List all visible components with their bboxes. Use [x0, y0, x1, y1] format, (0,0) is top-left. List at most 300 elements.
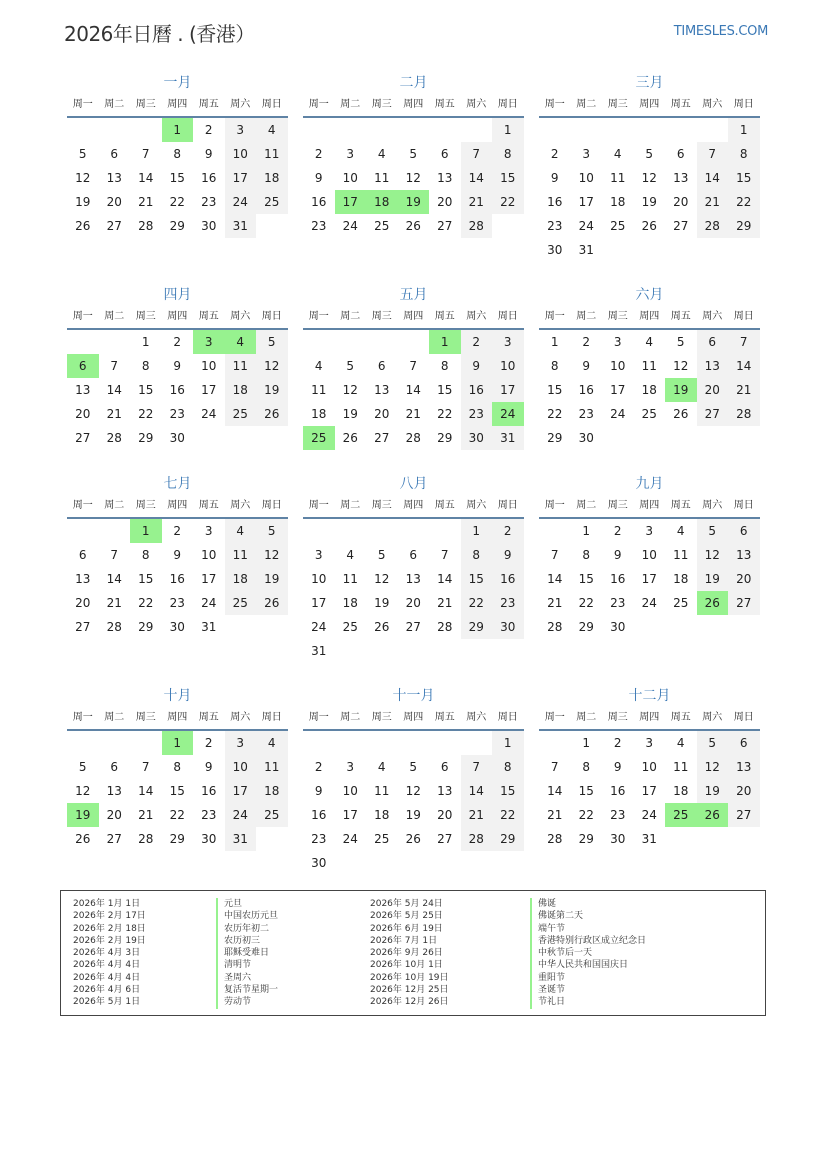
- day-cell: 7: [141, 147, 150, 161]
- holiday-day-cell: 26: [697, 803, 729, 827]
- weekday-label: 周四: [403, 712, 424, 723]
- day-cell: 23: [492, 591, 524, 615]
- day-cell: 31: [641, 832, 657, 846]
- day-cell: 25: [673, 596, 689, 610]
- day-cell: 9: [461, 354, 493, 378]
- day-cell: 7: [141, 760, 150, 774]
- empty-cell: [130, 118, 162, 142]
- day-cell: 21: [461, 803, 493, 827]
- legend-date: 2026年 12月 26日: [370, 997, 449, 1008]
- day-cell: 30: [311, 856, 327, 870]
- day-cell: 5: [409, 760, 418, 774]
- legend-date: 2026年 10月 1日: [370, 960, 443, 971]
- day-cell: 5: [697, 731, 729, 755]
- day-cell: 27: [697, 402, 729, 426]
- empty-cell: [366, 118, 398, 142]
- holiday-day-cell: 19: [398, 190, 430, 214]
- day-cell: 25: [256, 190, 288, 214]
- day-cell: 18: [374, 808, 390, 822]
- empty-cell: [398, 118, 430, 142]
- day-cell: 15: [461, 567, 493, 591]
- day-cell: 15: [492, 166, 524, 190]
- day-cell: 2: [550, 147, 559, 161]
- weekday-label: 周日: [733, 500, 754, 511]
- day-cell: 12: [75, 171, 91, 185]
- day-cell: 10: [342, 784, 358, 798]
- weekday-label: 周二: [104, 99, 125, 110]
- day-cell: 29: [492, 827, 524, 851]
- weekday-label: 周五: [434, 500, 455, 511]
- day-grid: [539, 731, 760, 851]
- month-block: [67, 685, 288, 851]
- day-cell: 30: [201, 219, 217, 233]
- weekday-label: 周三: [135, 311, 156, 322]
- day-cell: 3: [314, 548, 323, 562]
- day-grid: [67, 330, 288, 450]
- day-grid: [303, 330, 524, 450]
- weekday-label: 周三: [135, 500, 156, 511]
- weekday-label: 周二: [104, 311, 125, 322]
- day-cell: 6: [697, 330, 729, 354]
- day-cell: 7: [550, 548, 559, 562]
- day-cell: 8: [492, 755, 524, 779]
- day-cell: 31: [225, 827, 257, 851]
- legend-holiday-name: 农历年初二: [216, 923, 278, 935]
- weekday-header: [303, 495, 524, 519]
- day-cell: 29: [169, 219, 185, 233]
- day-cell: 16: [610, 572, 626, 586]
- holiday-day-cell: 25: [665, 803, 697, 827]
- day-cell: 9: [613, 548, 622, 562]
- day-cell: 28: [138, 832, 154, 846]
- empty-cell: [634, 118, 666, 142]
- day-grid: [303, 519, 524, 663]
- day-cell: 23: [610, 808, 626, 822]
- empty-cell: [602, 118, 634, 142]
- month-name: 一月: [163, 75, 192, 91]
- holiday-day-cell: 6: [67, 354, 99, 378]
- empty-cell: [130, 731, 162, 755]
- day-cell: 19: [374, 596, 390, 610]
- legend-holiday-name: 圣诞节: [530, 984, 646, 996]
- day-cell: 11: [641, 359, 657, 373]
- legend-date: 2026年 4月 3日: [73, 948, 141, 959]
- day-cell: 21: [405, 407, 421, 421]
- day-cell: 26: [256, 402, 288, 426]
- weekday-label: 周二: [104, 712, 125, 723]
- day-cell: 30: [610, 832, 626, 846]
- day-cell: 16: [492, 567, 524, 591]
- day-cell: 11: [374, 171, 390, 185]
- day-cell: 9: [582, 359, 591, 373]
- day-cell: 7: [409, 359, 418, 373]
- day-cell: 11: [225, 543, 257, 567]
- legend-date: 2026年 4月 6日: [73, 985, 141, 996]
- day-cell: 25: [374, 219, 390, 233]
- day-cell: 5: [78, 760, 87, 774]
- month-name: 十月: [163, 688, 192, 704]
- empty-cell: [99, 731, 131, 755]
- day-cell: 5: [697, 519, 729, 543]
- day-cell: 30: [169, 431, 185, 445]
- day-cell: 22: [547, 407, 563, 421]
- weekday-label: 周五: [198, 500, 219, 511]
- day-cell: 4: [225, 519, 257, 543]
- day-cell: 26: [641, 219, 657, 233]
- weekday-label: 周三: [371, 99, 392, 110]
- day-cell: 2: [461, 330, 493, 354]
- day-cell: 26: [405, 832, 421, 846]
- weekday-header: [539, 495, 760, 519]
- day-cell: 5: [78, 147, 87, 161]
- weekday-label: 周二: [340, 311, 361, 322]
- weekday-label: 周五: [198, 311, 219, 322]
- weekday-label: 周三: [607, 712, 628, 723]
- weekday-label: 周日: [261, 712, 282, 723]
- day-cell: 19: [641, 195, 657, 209]
- day-cell: 25: [610, 219, 626, 233]
- day-cell: 12: [342, 383, 358, 397]
- day-cell: 16: [201, 171, 217, 185]
- day-cell: 2: [204, 123, 213, 137]
- day-cell: 29: [578, 620, 594, 634]
- empty-cell: [366, 731, 398, 755]
- legend-holiday-name: 复活节星期一: [216, 984, 278, 996]
- day-cell: 9: [173, 359, 182, 373]
- weekday-label: 周五: [670, 311, 691, 322]
- day-cell: 16: [169, 383, 185, 397]
- day-cell: 12: [256, 354, 288, 378]
- day-cell: 10: [610, 359, 626, 373]
- day-cell: 10: [641, 760, 657, 774]
- legend-left-dates: [73, 898, 146, 1009]
- day-cell: 25: [374, 832, 390, 846]
- weekday-header: [67, 306, 288, 330]
- day-cell: 2: [492, 519, 524, 543]
- day-cell: 2: [173, 335, 182, 349]
- day-cell: 22: [138, 596, 154, 610]
- weekday-label: 周五: [198, 712, 219, 723]
- day-cell: 28: [106, 620, 122, 634]
- day-cell: 21: [547, 808, 563, 822]
- day-cell: 27: [75, 620, 91, 634]
- day-cell: 8: [173, 760, 182, 774]
- legend-date: 2026年 5月 1日: [73, 997, 141, 1008]
- day-cell: 6: [440, 760, 449, 774]
- day-grid: [539, 330, 760, 450]
- day-cell: 24: [311, 620, 327, 634]
- weekday-label: 周六: [230, 99, 251, 110]
- weekday-label: 周日: [497, 311, 518, 322]
- weekday-label: 周一: [72, 712, 93, 723]
- day-cell: 30: [547, 243, 563, 257]
- day-cell: 17: [342, 808, 358, 822]
- month-block: [303, 284, 524, 450]
- day-cell: 28: [461, 214, 493, 238]
- day-cell: 13: [728, 543, 760, 567]
- weekday-label: 周三: [607, 500, 628, 511]
- month-block: [539, 685, 760, 851]
- day-cell: 29: [728, 214, 760, 238]
- day-cell: 20: [673, 195, 689, 209]
- day-cell: 26: [256, 591, 288, 615]
- day-cell: 21: [437, 596, 453, 610]
- legend-right-dates: [370, 898, 449, 1009]
- month-name: 八月: [399, 476, 428, 492]
- holiday-legend: [60, 890, 766, 1016]
- month-block: [539, 473, 760, 639]
- day-cell: 7: [461, 755, 493, 779]
- day-cell: 21: [697, 190, 729, 214]
- day-cell: 10: [342, 171, 358, 185]
- empty-cell: [303, 519, 335, 543]
- empty-cell: [99, 519, 131, 543]
- day-cell: 24: [578, 219, 594, 233]
- day-cell: 18: [225, 567, 257, 591]
- empty-cell: [303, 330, 335, 354]
- empty-cell: [99, 118, 131, 142]
- day-cell: 29: [461, 615, 493, 639]
- weekday-label: 周一: [72, 311, 93, 322]
- day-grid: [303, 731, 524, 875]
- holiday-day-cell: 18: [366, 190, 398, 214]
- legend-date: 2026年 7月 1日: [370, 935, 438, 946]
- legend-date: 2026年 5月 24日: [370, 899, 443, 909]
- empty-cell: [429, 519, 461, 543]
- weekday-label: 周一: [544, 311, 565, 322]
- day-grid: [67, 731, 288, 851]
- day-cell: 6: [110, 760, 119, 774]
- day-cell: 15: [492, 779, 524, 803]
- day-cell: 31: [492, 426, 524, 450]
- day-cell: 13: [374, 383, 390, 397]
- day-cell: 14: [461, 779, 493, 803]
- day-cell: 3: [645, 524, 654, 538]
- empty-cell: [67, 118, 99, 142]
- day-cell: 15: [169, 171, 185, 185]
- weekday-label: 周五: [198, 99, 219, 110]
- day-cell: 15: [437, 383, 453, 397]
- empty-cell: [398, 731, 430, 755]
- empty-cell: [67, 731, 99, 755]
- day-cell: 4: [645, 335, 654, 349]
- day-grid: [303, 118, 524, 238]
- day-cell: 17: [201, 572, 217, 586]
- weekday-label: 周三: [607, 311, 628, 322]
- day-cell: 10: [225, 755, 257, 779]
- day-cell: 22: [492, 803, 524, 827]
- day-cell: 13: [75, 572, 91, 586]
- day-cell: 2: [314, 147, 323, 161]
- day-cell: 27: [374, 431, 390, 445]
- day-cell: 20: [728, 567, 760, 591]
- weekday-label: 周四: [639, 311, 660, 322]
- weekday-header: [539, 306, 760, 330]
- weekday-label: 周二: [576, 712, 597, 723]
- empty-cell: [335, 330, 367, 354]
- day-cell: 16: [610, 784, 626, 798]
- weekday-label: 周六: [466, 712, 487, 723]
- day-cell: 21: [106, 407, 122, 421]
- day-cell: 3: [225, 731, 257, 755]
- day-cell: 17: [311, 596, 327, 610]
- day-cell: 27: [673, 219, 689, 233]
- month-name: 七月: [163, 476, 192, 492]
- day-cell: 28: [697, 214, 729, 238]
- day-cell: 16: [547, 195, 563, 209]
- day-cell: 13: [697, 354, 729, 378]
- day-cell: 20: [405, 596, 421, 610]
- day-cell: 17: [201, 383, 217, 397]
- day-cell: 31: [225, 214, 257, 238]
- empty-cell: [461, 731, 493, 755]
- day-cell: 27: [437, 832, 453, 846]
- month-block: [303, 685, 524, 875]
- legend-date: 2026年 4月 4日: [73, 972, 141, 983]
- month-name: 五月: [399, 287, 428, 303]
- day-cell: 8: [173, 147, 182, 161]
- day-cell: 20: [106, 808, 122, 822]
- empty-cell: [539, 118, 571, 142]
- weekday-header: [67, 94, 288, 118]
- legend-holiday-name: 中华人民共和国国庆日: [530, 959, 646, 971]
- day-cell: 24: [610, 407, 626, 421]
- day-cell: 17: [225, 779, 257, 803]
- empty-cell: [429, 731, 461, 755]
- day-cell: 3: [225, 118, 257, 142]
- weekday-label: 周三: [135, 712, 156, 723]
- day-cell: 25: [225, 402, 257, 426]
- weekday-label: 周六: [702, 311, 723, 322]
- holiday-day-cell: 17: [335, 190, 367, 214]
- day-cell: 2: [204, 736, 213, 750]
- empty-cell: [67, 330, 99, 354]
- weekday-label: 周二: [340, 712, 361, 723]
- day-cell: 2: [173, 524, 182, 538]
- empty-cell: [539, 731, 571, 755]
- day-cell: 11: [673, 760, 689, 774]
- day-cell: 5: [676, 335, 685, 349]
- legend-holiday-name: 重阳节: [530, 972, 646, 984]
- day-grid: [67, 118, 288, 238]
- day-cell: 5: [409, 147, 418, 161]
- day-cell: 20: [728, 779, 760, 803]
- day-cell: 28: [437, 620, 453, 634]
- holiday-day-cell: 1: [429, 330, 461, 354]
- day-cell: 18: [311, 407, 327, 421]
- day-cell: 16: [578, 383, 594, 397]
- day-cell: 11: [673, 548, 689, 562]
- empty-cell: [366, 330, 398, 354]
- day-cell: 12: [405, 171, 421, 185]
- day-cell: 19: [256, 567, 288, 591]
- day-cell: 18: [225, 378, 257, 402]
- day-cell: 20: [75, 407, 91, 421]
- legend-holiday-name: 佛诞: [530, 898, 646, 910]
- weekday-label: 周六: [702, 500, 723, 511]
- day-cell: 19: [697, 567, 729, 591]
- day-cell: 18: [673, 572, 689, 586]
- day-cell: 7: [728, 330, 760, 354]
- month-name: 九月: [635, 476, 664, 492]
- day-cell: 14: [547, 572, 563, 586]
- day-cell: 10: [225, 142, 257, 166]
- brand-link[interactable]: TIMESLES.COM: [673, 24, 768, 39]
- holiday-day-cell: 3: [193, 330, 225, 354]
- holiday-day-cell: 4: [225, 330, 257, 354]
- day-cell: 14: [106, 383, 122, 397]
- weekday-header: [303, 707, 524, 731]
- legend-holiday-name: 中国农历元旦: [216, 910, 278, 922]
- day-cell: 3: [346, 760, 355, 774]
- day-cell: 12: [256, 543, 288, 567]
- weekday-label: 周三: [371, 311, 392, 322]
- day-cell: 3: [346, 147, 355, 161]
- day-cell: 29: [547, 431, 563, 445]
- month-block: [539, 284, 760, 450]
- day-cell: 30: [201, 832, 217, 846]
- weekday-label: 周四: [403, 99, 424, 110]
- weekday-label: 周六: [702, 712, 723, 723]
- weekday-label: 周四: [403, 311, 424, 322]
- day-cell: 30: [492, 615, 524, 639]
- month-block: [67, 473, 288, 639]
- day-cell: 12: [697, 543, 729, 567]
- day-cell: 14: [138, 784, 154, 798]
- day-cell: 30: [461, 426, 493, 450]
- day-cell: 23: [311, 832, 327, 846]
- day-cell: 26: [673, 407, 689, 421]
- day-cell: 24: [641, 808, 657, 822]
- weekday-label: 周六: [230, 712, 251, 723]
- day-cell: 2: [613, 524, 622, 538]
- day-cell: 22: [578, 808, 594, 822]
- day-cell: 13: [106, 784, 122, 798]
- weekday-label: 周四: [167, 99, 188, 110]
- legend-date: 2026年 6月 19日: [370, 923, 443, 934]
- day-cell: 30: [578, 431, 594, 445]
- day-cell: 17: [641, 572, 657, 586]
- month-name: 十二月: [628, 688, 671, 704]
- day-cell: 23: [201, 808, 217, 822]
- day-cell: 27: [728, 591, 760, 615]
- day-cell: 4: [613, 147, 622, 161]
- day-cell: 19: [256, 378, 288, 402]
- day-cell: 20: [437, 808, 453, 822]
- day-cell: 23: [311, 219, 327, 233]
- legend-date: 2026年 5月 25日: [370, 911, 443, 922]
- weekday-header: [539, 94, 760, 118]
- day-cell: 2: [582, 335, 591, 349]
- day-cell: 22: [169, 808, 185, 822]
- day-cell: 10: [201, 359, 217, 373]
- weekday-label: 周四: [639, 500, 660, 511]
- day-cell: 14: [437, 572, 453, 586]
- weekday-label: 周五: [434, 712, 455, 723]
- day-cell: 20: [106, 195, 122, 209]
- day-cell: 20: [75, 596, 91, 610]
- day-cell: 27: [75, 431, 91, 445]
- day-cell: 28: [461, 827, 493, 851]
- day-cell: 15: [728, 166, 760, 190]
- day-cell: 6: [440, 147, 449, 161]
- day-cell: 11: [374, 784, 390, 798]
- month-block: [539, 72, 760, 262]
- day-cell: 4: [676, 736, 685, 750]
- day-cell: 9: [613, 760, 622, 774]
- empty-cell: [429, 118, 461, 142]
- holiday-day-cell: 1: [130, 519, 162, 543]
